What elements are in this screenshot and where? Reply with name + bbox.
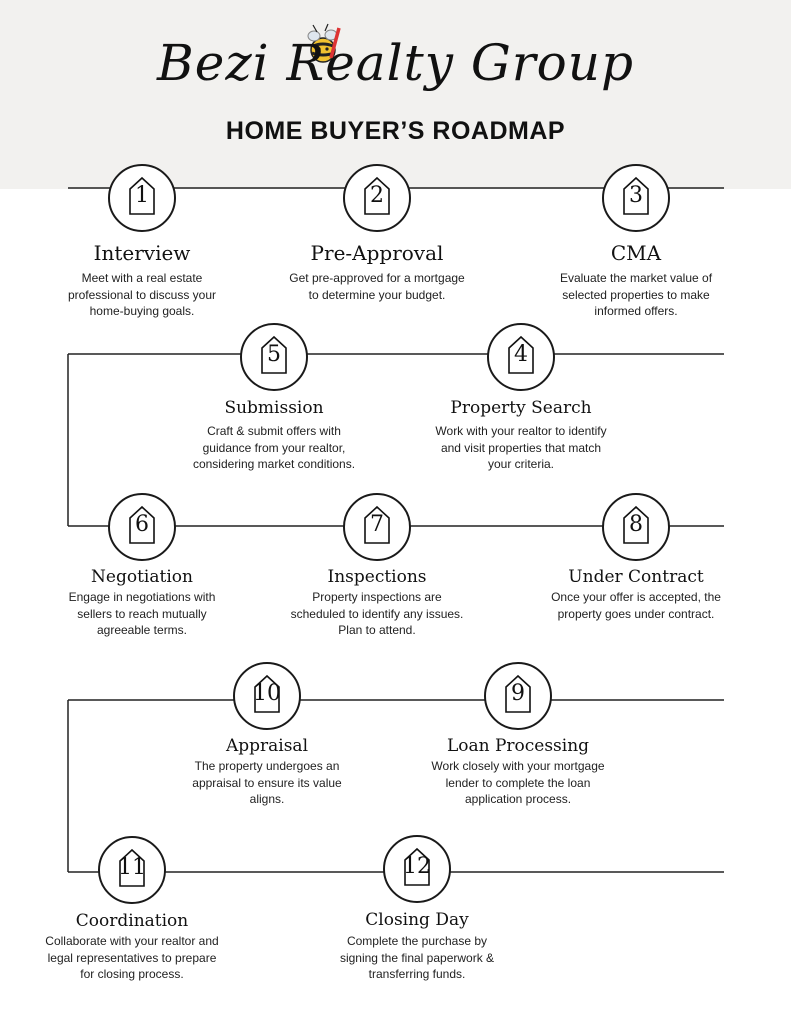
- step-title: Loan Processing: [446, 736, 590, 756]
- step-description: Property inspections are scheduled to identify any issues. Plan to attend.: [290, 590, 464, 637]
- step-title: Negotiation: [91, 567, 193, 587]
- step-title: Under Contract: [568, 567, 704, 587]
- step-number: 11: [118, 855, 146, 880]
- step-description: The property undergoes an appraisal to ensure its value aligns.: [192, 759, 342, 806]
- house-step-badge: [108, 493, 176, 561]
- step-description: Evaluate the market value of selected properties to make informed offers.: [559, 271, 713, 318]
- house-step-badge: [343, 164, 411, 232]
- step-number: 3: [629, 183, 643, 208]
- step-description: Get pre-approved for a mortgage to determine your budget.: [289, 271, 465, 302]
- house-step-badge: [383, 835, 451, 903]
- step-title: Inspections: [327, 567, 427, 587]
- step-number: 12: [403, 854, 431, 879]
- step-title: Interview: [93, 241, 191, 265]
- house-step-badge: [240, 323, 308, 391]
- house-step-badge: [487, 323, 555, 391]
- page-subtitle: HOME BUYER’S ROADMAP: [225, 117, 566, 145]
- step-title: Closing Day: [365, 910, 469, 930]
- house-step-badge: [484, 662, 552, 730]
- house-step-badge: [343, 493, 411, 561]
- brand-title: Bezi Realty Group: [157, 34, 634, 92]
- step-number: 7: [370, 512, 384, 537]
- step-title: Property Search: [450, 398, 592, 418]
- house-step-badge: [98, 836, 166, 904]
- step-title: CMA: [610, 241, 662, 265]
- step-description: Once your offer is accepted, the property goes under contract.: [551, 590, 721, 621]
- house-step-badge: [108, 164, 176, 232]
- step-title: Submission: [224, 398, 324, 418]
- step-number: 1: [135, 183, 149, 208]
- house-step-badge: [233, 662, 301, 730]
- step-number: 10: [253, 681, 281, 706]
- step-title: Appraisal: [225, 736, 309, 756]
- step-number: 9: [511, 681, 525, 706]
- step-description: Meet with a real estate professional to discuss your home-buying goals.: [67, 271, 217, 318]
- step-description: Work closely with your mortgage lender to complete the loan application process.: [431, 759, 605, 806]
- house-step-badge: [602, 493, 670, 561]
- step-title: Coordination: [75, 911, 189, 931]
- step-number: 8: [629, 512, 643, 537]
- step-number: 4: [514, 342, 528, 367]
- step-number: 6: [135, 512, 149, 537]
- step-number: 2: [370, 183, 384, 208]
- step-number: 5: [267, 342, 281, 367]
- step-description: Complete the purchase by signing the final paperwork & transferring funds.: [339, 934, 495, 981]
- step-description: Work with your realtor to identify and visit properties that match your criteria.: [435, 424, 607, 471]
- house-step-badge: [602, 164, 670, 232]
- step-description: Engage in negotiations with sellers to reach mutually agreeable terms.: [68, 590, 216, 637]
- step-description: Collaborate with your realtor and legal representatives to prepare for closing process.: [45, 934, 219, 981]
- step-title: Pre-Approval: [310, 241, 444, 265]
- step-description: Craft & submit offers with guidance from your realtor, considering market conditions.: [192, 424, 356, 471]
